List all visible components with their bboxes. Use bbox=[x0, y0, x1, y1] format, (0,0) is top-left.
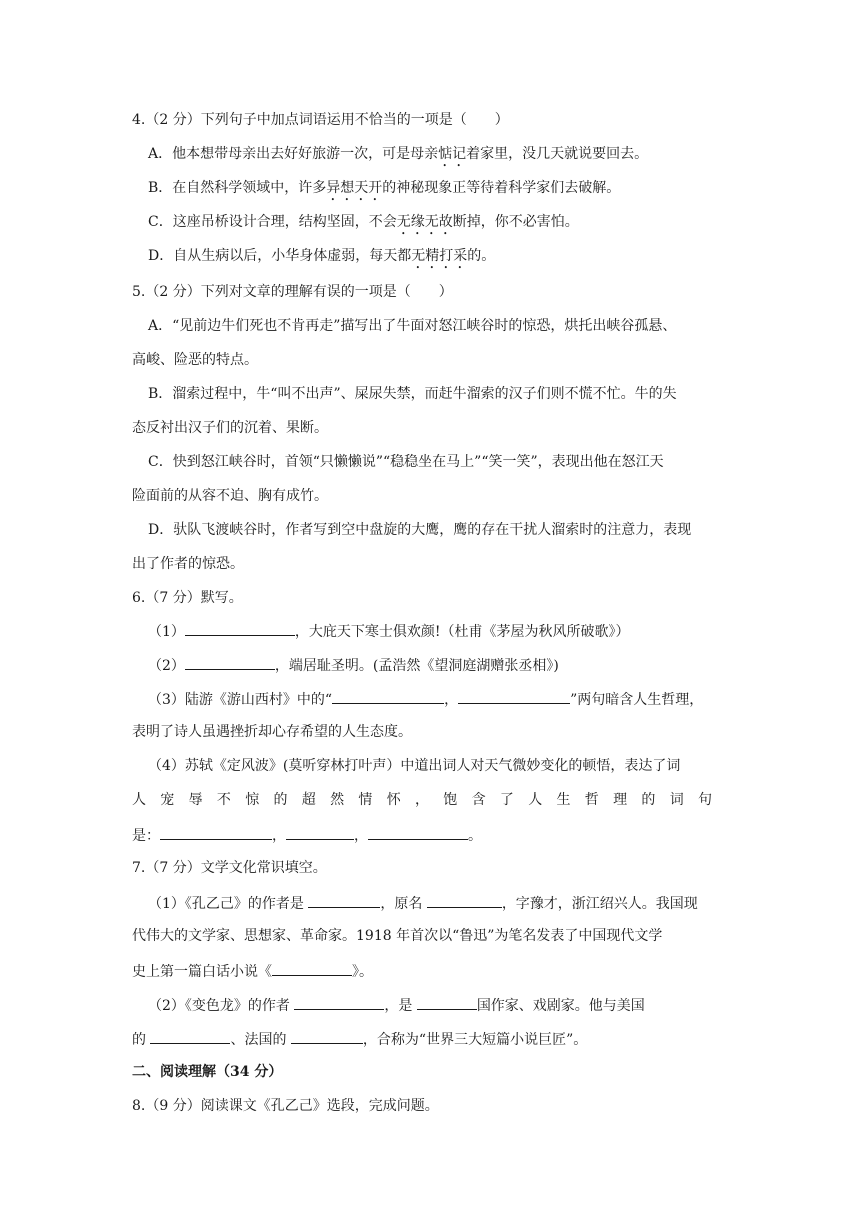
part-text: 国作家、戏剧家。他与美国 bbox=[476, 998, 645, 1014]
question-7-part-1-line2: 代伟大的文学家、思想家、革命家。1918 年首次以“鲁迅”为笔名发表了中国现代文学 bbox=[132, 928, 663, 944]
answer-blank[interactable] bbox=[368, 824, 468, 840]
answer-blank[interactable] bbox=[286, 824, 354, 840]
option-text: 断掉，你不必害怕。 bbox=[452, 214, 579, 230]
question-7-part-2-line1 bbox=[148, 994, 645, 1014]
answer-blank[interactable] bbox=[185, 620, 295, 636]
part-text: ， bbox=[444, 692, 459, 708]
part-text: 是： bbox=[132, 828, 160, 844]
question-6-part-4-line1: （4）苏轼《定风波》(莫听穿林打叶声）中道出词人对天气微妙变化的顿悟，表达了词 bbox=[148, 758, 681, 774]
option-text: 的神秘现象正等待着科学家们去破解。 bbox=[382, 180, 621, 196]
option-text: A．他本想带母亲出去好好旅游一次，可是母亲 bbox=[148, 146, 439, 162]
part-text: （2）《变色龙》的作者 bbox=[148, 998, 295, 1014]
part-text: ”两句暗含人生哲理， bbox=[570, 692, 704, 708]
answer-blank[interactable] bbox=[332, 688, 444, 704]
question-5-option-c-line2: 险面前的从容不迫、胸有成竹。 bbox=[132, 488, 328, 504]
answer-blank[interactable] bbox=[458, 688, 570, 704]
question-7-part-1-line1 bbox=[148, 892, 698, 912]
answer-blank[interactable] bbox=[272, 960, 352, 976]
dotted-word: 无精打采 bbox=[411, 248, 468, 264]
question-5-stem: 5.（2 分）下列对文章的理解有误的一项是（ ） bbox=[132, 284, 453, 300]
part-text: 、法国的 bbox=[230, 1032, 291, 1048]
section-2-heading: 二、阅读理解（34 分） bbox=[132, 1064, 283, 1080]
question-4-option-b bbox=[148, 178, 620, 198]
part-text: ，大庇天下寒士俱欢颜!（杜甫《茅屋为秋风所破歌》） bbox=[294, 624, 630, 640]
question-4-stem: 4.（2 分）下列句子中加点词语运用不恰当的一项是（ ） bbox=[132, 112, 509, 128]
answer-blank[interactable] bbox=[291, 1028, 363, 1044]
part-text: ， bbox=[354, 828, 368, 844]
answer-blank[interactable] bbox=[417, 994, 477, 1010]
question-4-option-a bbox=[148, 144, 648, 164]
option-text: 的。 bbox=[467, 248, 496, 264]
part-text: ，端居耻圣明。(孟浩然《望洞庭湖赠张丞相》) bbox=[274, 658, 559, 674]
question-7-part-1-line3 bbox=[132, 960, 373, 980]
part-text: 。 bbox=[468, 828, 482, 844]
part-number: （1） bbox=[148, 624, 185, 640]
option-text: C．这座吊桥设计合理，结构坚固，不会 bbox=[148, 214, 397, 230]
answer-blank[interactable] bbox=[150, 1028, 230, 1044]
question-5-option-a-line2: 高峻、险恶的特点。 bbox=[132, 352, 258, 368]
question-6-part-3-line2: 表明了诗人虽遇挫折却心存希望的人生态度。 bbox=[132, 724, 412, 740]
part-text: 史上第一篇白话小说《 bbox=[132, 964, 272, 980]
part-number: （2） bbox=[148, 658, 185, 674]
answer-blank[interactable] bbox=[160, 824, 272, 840]
part-text: ，字豫才，浙江绍兴人。我国现 bbox=[501, 896, 698, 912]
question-6-stem: 6.（7 分）默写。 bbox=[132, 590, 243, 606]
part-text: 》。 bbox=[352, 964, 373, 980]
answer-blank[interactable] bbox=[185, 654, 275, 670]
dotted-word: 无缘无故 bbox=[396, 214, 453, 230]
question-7-part-2-line2 bbox=[132, 1028, 587, 1048]
question-8-stem: 8.（9 分）阅读课文《孔乙己》选段，完成问题。 bbox=[132, 1098, 439, 1114]
part-text: ，是 bbox=[384, 998, 417, 1014]
part-text: （3）陆游《游山西村》中的“ bbox=[148, 692, 333, 708]
question-5-option-b-line1: B．溜索过程中，牛“叫不出声”、屎尿失禁，而赶牛溜索的汉子们则不慌不忙。牛的失 bbox=[148, 386, 677, 402]
question-6-part-1 bbox=[148, 620, 630, 640]
dotted-word: 异想天开 bbox=[326, 180, 383, 196]
part-text: 的 bbox=[132, 1032, 151, 1048]
answer-blank[interactable] bbox=[294, 994, 384, 1010]
question-5-option-b-line2: 态反衬出汉子们的沉着、果断。 bbox=[132, 420, 328, 436]
part-text: ，原名 bbox=[380, 896, 427, 912]
question-6-part-3 bbox=[148, 688, 703, 708]
part-text: （1）《孔乙己》的作者是 bbox=[148, 896, 309, 912]
part-text: ， bbox=[272, 828, 286, 844]
part-text: ，合称为“世界三大短篇小说巨匠”。 bbox=[362, 1032, 588, 1048]
question-6-part-2 bbox=[148, 654, 559, 674]
answer-blank[interactable] bbox=[308, 892, 380, 908]
question-7-stem: 7.（7 分）文学文化常识填空。 bbox=[132, 860, 327, 876]
question-6-part-4-line3 bbox=[132, 824, 482, 844]
question-5-option-d-line1: D．驮队飞渡峡谷时，作者写到空中盘旋的大鹰，鹰的存在干扰人溜索时的注意力，表现 bbox=[148, 522, 692, 538]
option-text: D．自从生病以后，小华身体虚弱，每天都 bbox=[148, 248, 412, 264]
question-5-option-d-line2: 出了作者的惊恐。 bbox=[132, 556, 244, 572]
question-4-option-d bbox=[148, 246, 495, 266]
question-6-part-4-line2: 人宠辱不惊的超然情怀，饱含了人生哲理的词句 bbox=[132, 792, 712, 808]
option-text: 着家里，没几天就说要回去。 bbox=[466, 146, 649, 162]
question-4-option-c bbox=[148, 212, 579, 232]
question-5-option-c-line1: C．快到怒江峡谷时，首领“只懒懒说”“稳稳坐在马上”“笑一笑”，表现出他在怒江天 bbox=[148, 454, 664, 470]
option-text: B．在自然科学领域中，许多 bbox=[148, 180, 327, 196]
answer-blank[interactable] bbox=[427, 892, 502, 908]
dotted-word: 惦记 bbox=[438, 146, 467, 162]
question-5-option-a-line1: A．“见前边牛们死也不肯再走”描写出了牛面对怒江峡谷时的惊恐，烘托出峡谷孤悬、 bbox=[148, 318, 677, 334]
